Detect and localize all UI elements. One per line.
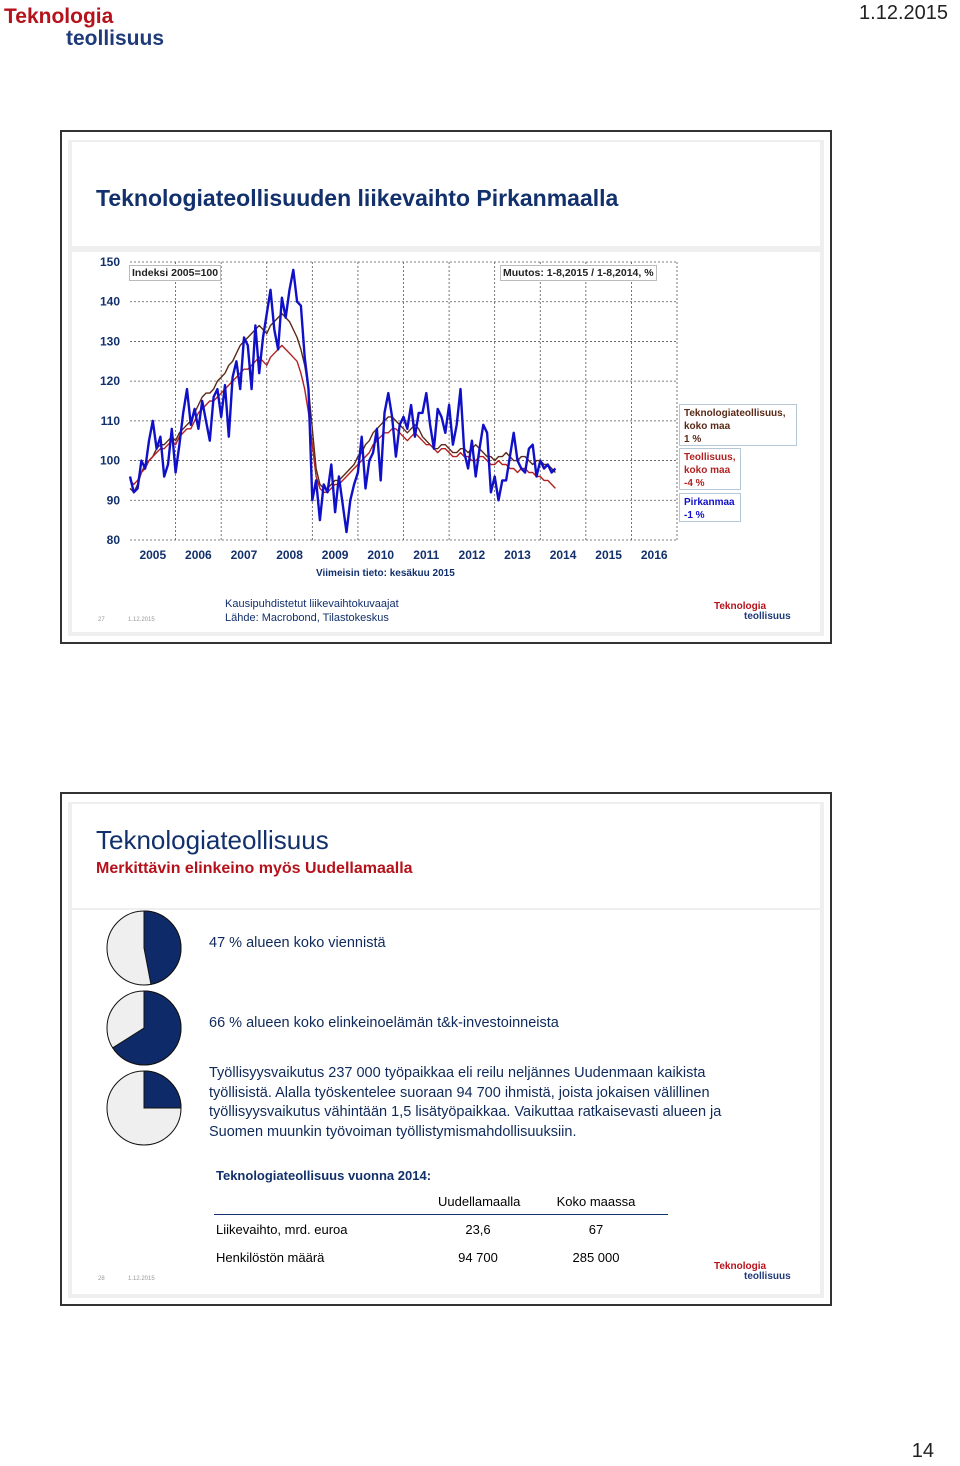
slide-1-logo [714, 602, 791, 622]
legend-teknologia-name-2: koko maa [684, 421, 731, 432]
table-row-2-country: 285 000 [572, 1250, 620, 1265]
pie-slice-1 [144, 911, 181, 984]
y-tick-label: 140 [99, 294, 120, 309]
slide-2-logo-line1: Teknologia [714, 1261, 767, 1272]
slide-2 [60, 792, 832, 1306]
paragraph-line-1: Työllisyysvaikutus 237 000 työpaikkaa eli reilu neljännes Uudenmaan kaikista [209, 1065, 706, 1081]
slide-2-logo [714, 1262, 791, 1282]
latest-data-note: Viimeisin tieto: kesäkuu 2015 [316, 568, 455, 579]
legend-teknologia-value: 1 % [684, 434, 702, 445]
source-note-1: Kausipuhdistetut liikevaihtokuvaajat [225, 598, 399, 610]
legend-teollisuus-value: -4 % [684, 478, 705, 489]
x-tick-label: 2006 [185, 548, 212, 562]
x-tick-label: 2007 [230, 548, 258, 562]
series-line-teknologiateollisuus-koko-maa [130, 314, 555, 493]
y-tick-label: 130 [99, 334, 120, 349]
page-number: 14 [911, 1440, 934, 1462]
slide-2-logo-line2: teollisuus [744, 1271, 791, 1282]
y-tick-label: 120 [99, 374, 120, 389]
series-line-teollisuus-koko-maa [130, 345, 555, 492]
pie-column [106, 910, 196, 1150]
slide-2-title: Teknologiateollisuus [96, 825, 329, 855]
table-row-1-region: 23,6 [465, 1222, 491, 1237]
source-note-2: Lähde: Macrobond, Tilastokeskus [225, 612, 389, 624]
slide-1 [60, 130, 832, 644]
x-tick-label: 2005 [139, 548, 167, 562]
slide-2-subtitle: Merkittävin elinkeino myös Uudellamaalla [96, 860, 413, 877]
legend-pirkanmaa-value: -1 % [684, 510, 705, 521]
x-tick-label: 2011 [413, 548, 440, 562]
slide-1-date: 1.12.2015 [128, 617, 155, 623]
header-logo [4, 6, 164, 50]
slide-1-number: 27 [98, 617, 105, 623]
slide-2-number: 28 [98, 1276, 105, 1282]
legend-teknologia [679, 404, 797, 446]
y-tick-label: 80 [106, 533, 120, 547]
table-title: Teknologiateollisuus vuonna 2014: [216, 1168, 432, 1183]
x-tick-label: 2008 [276, 548, 303, 562]
x-tick-label: 2012 [458, 548, 486, 562]
paragraph-line-2: työllisistä. Alalla työskentelee suoraan 94 700 ihmistä, joista jokaisen välillinen [209, 1084, 710, 1101]
logo-line1: Teknologia [4, 5, 114, 28]
stat-export: 47 % alueen koko viennistä [209, 935, 386, 951]
table-row-2-region: 94 700 [458, 1250, 498, 1265]
x-tick-label: 2010 [367, 548, 395, 562]
employment-paragraph [209, 1064, 721, 1142]
slide-2-title-panel [72, 804, 820, 908]
slide-1-logo-line2: teollisuus [744, 611, 791, 622]
logo-line2: teollisuus [66, 27, 165, 50]
slide-2-date: 1.12.2015 [128, 1276, 155, 1282]
slide-1-title: Teknologiateollisuuden liikevaihto Pirkanmaalla [96, 185, 619, 211]
y-tick-label: 90 [106, 493, 120, 508]
stat-rd: 66 % alueen koko elinkeinoelämän t&k-investoinneista [209, 1015, 559, 1031]
y-tick-label: 100 [99, 453, 120, 468]
x-tick-label: 2016 [640, 548, 668, 562]
table-row-1-label: Liikevaihto, mrd. euroa [216, 1222, 348, 1237]
table-header-region: Uudellamaalla [438, 1194, 521, 1209]
table-row-1-country: 67 [588, 1222, 604, 1237]
table-row-2-label: Henkilöstön määrä [216, 1250, 325, 1265]
paragraph-line-4: Suomen muunkin työvoiman työllistymismahdollisuuksiin. [209, 1123, 577, 1140]
slide-2-content-panel [72, 910, 820, 1294]
x-tick-label: 2014 [549, 548, 577, 562]
x-tick-label: 2015 [595, 548, 622, 562]
pie-slice-3 [144, 1071, 181, 1108]
legend-pirkanmaa [679, 493, 741, 522]
series-line-pirkanmaa [130, 270, 555, 532]
table-header-country: Koko maassa [556, 1194, 636, 1209]
table-divider [214, 1214, 668, 1215]
paragraph-line-3: työllisyysvaikutus vähintään 1,5 lisätyöpaikkaa. Vaikuttaa ratkaisevasti alueen ja [209, 1104, 722, 1120]
legend-teollisuus-name-2: koko maa [684, 465, 731, 476]
x-tick-label: 2009 [321, 548, 349, 562]
index-label: Indeksi 2005=100 [129, 265, 221, 281]
change-label: Muutos: 1-8,2015 / 1-8,2014, % [500, 265, 657, 281]
slide-1-title-panel [72, 142, 820, 246]
slide-1-logo-line1: Teknologia [714, 601, 767, 612]
legend-teknologia-name-1: Teknologiateollisuus, [684, 408, 786, 419]
legend-teollisuus-name-1: Teollisuus, [684, 452, 736, 463]
legend-teollisuus [679, 448, 741, 490]
y-tick-label: 150 [99, 255, 120, 269]
legend-pirkanmaa-name: Pirkanmaa [684, 497, 735, 508]
header-date: 1.12.2015 [859, 2, 948, 24]
x-tick-label: 2013 [504, 548, 531, 562]
slide-1-chart-panel [72, 252, 820, 632]
y-tick-label: 110 [100, 413, 120, 428]
